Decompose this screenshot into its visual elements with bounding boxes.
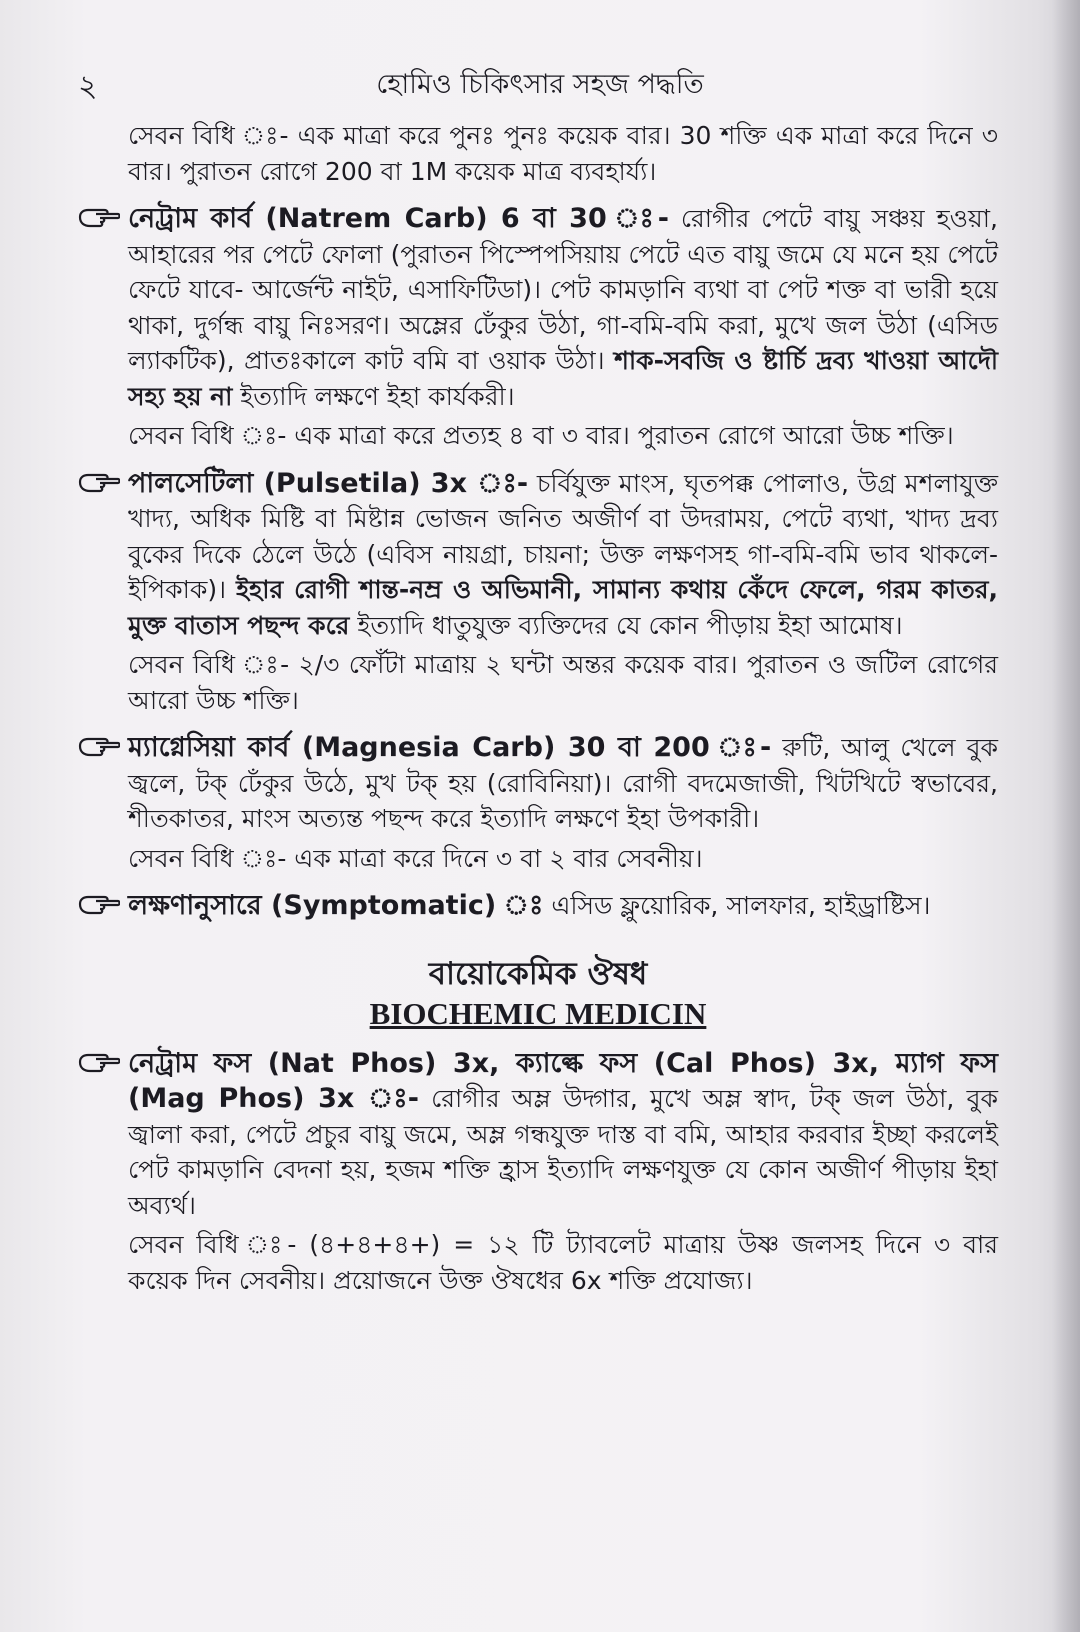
remedy-body: এসিড ফ্লুয়োরিক, সালফার, হাইড্রাষ্টিস। [551,891,931,920]
remedy-entry-magnesia-carb [78,730,998,876]
remedy-body-bold: ইহার রোগী শান্ত-নম্র ও অভিমানী, সামান্য কথায় কেঁদে ফেলে, গরম কাতর, মুক্ত বাতাস পছন্দ করে [128,575,998,640]
page-content [78,118,998,1302]
remedy-heading: পালসেটিলা (Pulsetila) 3x ঃ- [128,467,529,499]
intro-dosage: সেবন বিধি ঃ- এক মাত্রা করে পুনঃ পুনঃ কয়েক বার। 30 শক্তি এক মাত্রা করে দিনে ৩ বার। পুরাতন রোগে 200 বা 1M কয়েক মাত্র ব্যবহার্য্য। [128,121,998,186]
running-title: হোমিও চিকিৎসার সহজ পদ্ধতি [376,69,704,100]
page-number: ২ [78,69,98,104]
remedy-body-end: ইত্যাদি লক্ষণে ইহা কার্যকরী। [232,381,515,411]
remedy-dosage: সেবন বিধি ঃ- ২/৩ ফোঁটা মাত্রায় ২ ঘন্টা অন্তর কয়েক বার। পুরাতন ও জটিল রোগের আরো উচ্চ শক্তি। [128,650,998,715]
pointing-hand-icon [78,890,120,918]
remedy-dosage: সেবন বিধি ঃ- এক মাত্রা করে দিনে ৩ বা ২ বার সেবনীয়। [128,843,703,873]
pointing-hand-icon [78,468,120,496]
biochemic-heading: নেট্রাম ফস (Nat Phos) 3x, ক্যাল্কে ফস (Cal Phos) 3x, ম্যাগ ফস (Mag Phos) 3x ঃ- [128,1047,998,1114]
remedy-dosage: সেবন বিধি ঃ- এক মাত্রা করে প্রত্যহ ৪ বা ৩ বার। পুরাতন রোগে আরো উচ্চ শক্তি। [128,421,954,450]
biochemic-body: রোগীর অম্ল উদ্গার, মুখে অম্ল স্বাদ, টক্ জল উঠা, বুক জ্বালা করা, পেটে প্রচুর বায়ু জমে, অম্ল গন্ধযুক্ত দাস্ত বা বমি, আহার করবার ইচ্ছা করলেই পেট কামড়ানি বেদনা হয়, হজম শক্তি হ্রাস ইত্যাদি লক্ষণযুক্ত যে কোন অজীর্ণ পীড়ায় ইহা অব্যর্থ। [128,1084,998,1220]
remedy-text [128,466,998,644]
remedy-body-bold: শাক-সবজি ও ষ্টার্চি দ্রব্য খাওয়া আদৌ সহ্য হয় না [128,346,999,411]
remedy-body: রুটি, আলু খেলে বুক জ্বলে, টক্ ঢেঁকুর উঠে, মুখ টক্ হয় (রোবিনিয়া)। রোগী বদমেজাজী, খিটখিটে স্বভাবের, শীতকাতর, মাংস অত্যন্ত পছন্দ করে ইত্যাদি লক্ষণে ইহা উপকারী। [128,733,998,833]
remedy-text [128,888,998,924]
section-title-english: BIOCHEMIC MEDICIN [369,995,707,1031]
remedy-entry-symptomatic [78,888,998,924]
remedy-body-end: ইত্যাদি ধাতুযুক্ত ব্যক্তিদের যে কোন পীড়ায় ইহা আমোষ। [349,610,903,640]
remedy-entry-natrum-carb [78,201,998,454]
biochemic-text [128,1046,998,1224]
remedy-text [128,201,998,414]
section-title-bengali: বায়োকেমিক ঔষধ [428,955,648,992]
page-edge-shadow [1052,0,1080,1632]
remedy-heading: ম্যাগ্নেসিয়া কার্ব (Magnesia Carb) 30 বা 200 ঃ- [128,732,772,763]
remedy-entry-pulsatilla [78,466,998,719]
remedy-text [128,730,998,837]
biochemic-dosage: সেবন বিধি ঃ- (৪+৪+৪+) = ১২ টি ট্যাবলেট মাত্রায় উষ্ণ জলসহ দিনে ৩ বার কয়েক দিন সেবনীয়। প্রয়োজনে উক্ত ঔষধের 6x শক্তি প্রযোজ্য। [128,1230,998,1295]
remedy-body: রোগীর পেটে বায়ু সঞ্চয় হওয়া, আহারের পর পেটে ফোলা (পুরাতন পিস্পেপসিয়ায় পেটে এত বায়ু জমে যে মনে হয় পেটে ফেটে যাবে- আর্জেন্ট নাইট, এসাফিটিডা)। পেট কামড়ানি ব্যথা বা পেট শক্ত বা ভারী হয়ে থাকা, দুর্গন্ধ বায়ু নিঃসরণ। অম্লের ঢেঁকুর উঠা, গা-বমি-বমি করা, মুখে জল উঠা (এসিড ল্যাকটিক), প্রাতঃকালে কাট বমি বা ওয়াক উঠা। [128,204,998,375]
pointing-hand-icon [78,203,120,231]
remedy-body: চর্বিযুক্ত মাংস, ঘৃতপক্ক পোলাও, উগ্র মশলাযুক্ত খাদ্য, অধিক মিষ্টি বা মিষ্টান্ন ভোজন জনিত অজীর্ণ বা উদরাময়, পেটে ব্যথা, খাদ্য দ্রব্য বুকের দিকে ঠেলে উঠে (এবিস নায়গ্রা, চায়না; উক্ত লক্ষণসহ গা-বমি-বমি ভাব থাকলে-ইপিকাক)। [128,468,999,604]
remedy-heading: লক্ষণানুসারে (Symptomatic) ঃ [128,890,544,921]
remedy-heading: নেট্রাম কার্ব (Natrem Carb) 6 বা 30 ঃ- [128,203,670,234]
pointing-hand-icon [78,1048,120,1076]
pointing-hand-icon [78,732,120,760]
biochemic-entry [78,1046,998,1299]
page-header [70,62,1010,102]
